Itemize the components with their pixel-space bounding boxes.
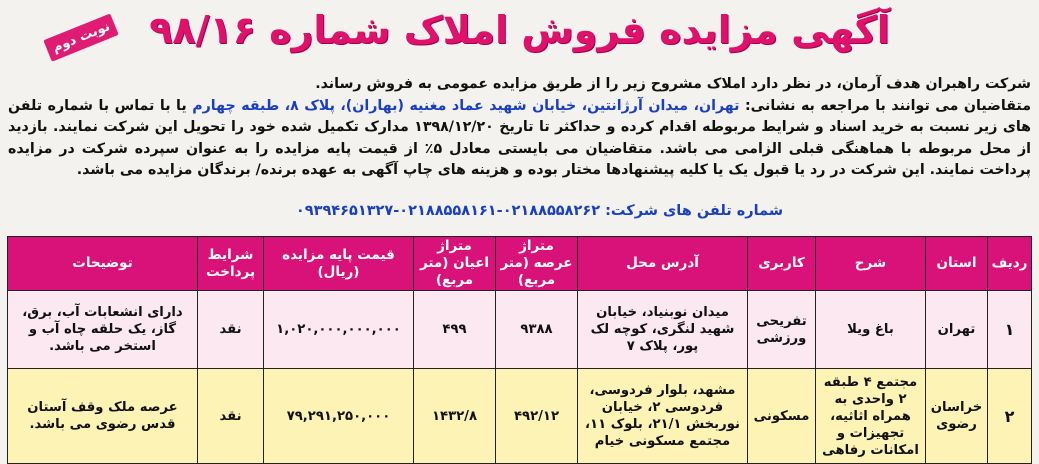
cell-land-area: ۴۹۲/۱۲ — [496, 369, 578, 464]
round-badge: نوبت دوم — [43, 13, 119, 61]
header-usage: کاربری — [748, 237, 816, 291]
table-header-row — [8, 237, 1032, 291]
phone-label: شماره تلفن های شرکت: — [605, 203, 784, 219]
cell-address: مشهد، بلوار فردوسی، فردوسی ۲، خیابان نوربخش ۲۱/۱، بلوک ۱۱، مجتمع مسکونی خیام — [578, 369, 748, 464]
cell-row-number: ۱ — [988, 291, 1032, 369]
header-description: شرح — [816, 237, 926, 291]
phone-line — [160, 200, 919, 222]
company-address: تهران، میدان آرژانتین، خیابان شهید عماد مغنیه (بهاران)، پلاک ۸، طبقه چهارم — [192, 97, 740, 114]
cell-building-area: ۴۹۹ — [414, 291, 496, 369]
cell-province: خراسان رضوی — [926, 369, 988, 464]
header-base-price: قیمت پایه مزایده (ریال) — [264, 237, 414, 291]
cell-building-area: ۱۴۳۲/۸ — [414, 369, 496, 464]
cell-usage: تفریحی ورزشی — [748, 291, 816, 369]
instructions-start: متقاضیان می توانند با مراجعه به نشانی: — [739, 97, 1031, 114]
intro-text: در نظر دارد املاک مشروح زیر را از طریق مزایده عمومی به فروش رساند. — [315, 76, 837, 92]
cell-base-price: ۱,۰۲۰,۰۰۰,۰۰۰,۰۰۰ — [264, 291, 414, 369]
cell-land-area: ۹۳۸۸ — [496, 291, 578, 369]
header-payment: شرایط پرداخت — [198, 237, 264, 291]
cell-base-price: ۷۹,۲۹۱,۲۵۰,۰۰۰ — [264, 369, 414, 464]
notice-header — [40, 2, 999, 60]
page-title: آگهی مزایده فروش املاک شماره ۹۸/۱۶ — [149, 8, 890, 52]
cell-row-number: ۲ — [988, 369, 1032, 464]
cell-payment: نقد — [198, 291, 264, 369]
phone-numbers: ۰۲۱۸۸۵۵۸۲۶۲-۰۲۱۸۸۵۵۸۱۶۱-۰۹۳۹۴۶۵۱۳۲۷ — [295, 203, 601, 219]
header-notes: توضیحات — [8, 237, 198, 291]
header-address: آدرس محل — [578, 237, 748, 291]
cell-notes: عرصه ملک وقف آستان قدس رضوی می باشد. — [8, 369, 198, 464]
properties-table — [7, 236, 1032, 464]
header-building-area: متراژ اعیان (متر مربع) — [414, 237, 496, 291]
cell-description: باغ ویلا — [816, 291, 926, 369]
header-land-area: متراژ عرصه (متر مربع) — [496, 237, 578, 291]
terms-text: زیر نسبت به خرید اسناد و شرایط مربوطه اقدام کرده و حداکثر تا تاریخ ۱۳۹۸/۱۲/۲۰ مدارک تکمیل شده خود را تحویل این شرکت نمایند. بازدید از محل مربوطه با هماهنگی قبلی الزامی می باشد. متقاضیان می بایستی معادل ۵٪ از قیمت پایه مزایده را به عنوان سپرده شرکت در مزایده پرداخت نمایند. این شرکت در رد یا قبول یک یا کلیه پیشنهادها مختار بوده و هزینه های چاپ آگهی به عهده برنده/ برندگان مزایده می باشد. — [8, 119, 1032, 178]
cell-address: میدان نوبنیاد، خیابان شهید لنگری، کوچه لک پور، پلاک ۷ — [578, 291, 748, 369]
cell-description: مجتمع ۴ طبقه ۲ واحدی به همراه اثاثیه، تجهیزات و امکانات رفاهی — [816, 369, 926, 464]
notice-body — [8, 74, 1031, 182]
header-province: استان — [926, 237, 988, 291]
cell-usage: مسکونی — [748, 369, 816, 464]
table-row — [8, 369, 1032, 464]
header-row-number: ردیف — [988, 237, 1032, 291]
cell-payment: نقد — [198, 369, 264, 464]
instructions-end: یا با تماس با شماره تلفن های — [8, 97, 1031, 135]
company-name: شرکت راهبران هدف آرمان، — [836, 76, 1031, 92]
table-row — [8, 291, 1032, 369]
cell-province: تهران — [926, 291, 988, 369]
cell-notes: دارای انشعابات آب، برق، گاز، یک حلقه چاه آب و استخر می باشد. — [8, 291, 198, 369]
